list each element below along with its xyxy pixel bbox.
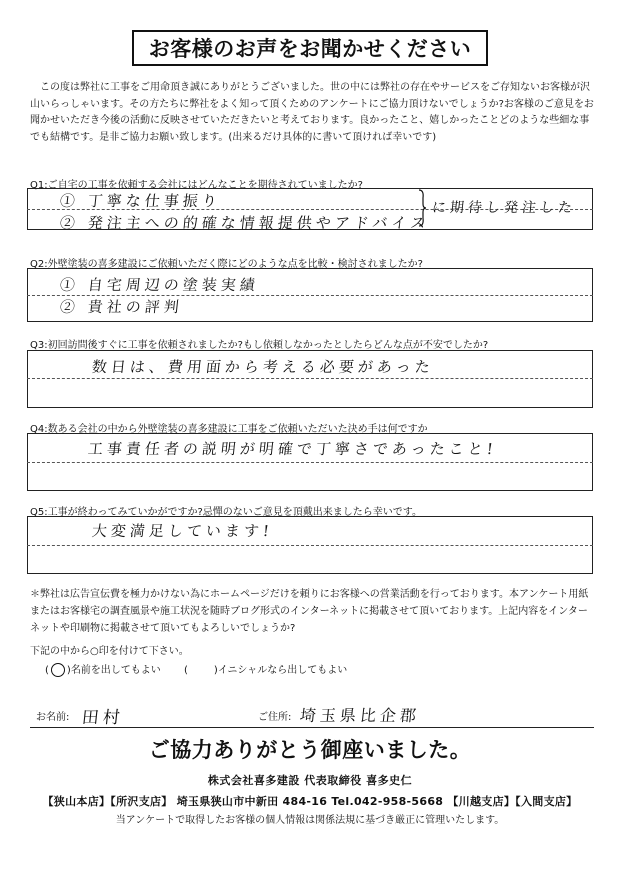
intro-text: この度は弊社に工事をご用命頂き誠にありがとうございました。世の中には弊社の存在やサービスをご存知ないお客様が沢山いらっしゃいます。その方たちに弊社をよく知って頂くためのアンケートにご協力頂けないでしょうか?お客様のご意見をお聞かせいただき今後の活動に反映させていただきたいと考えております。良かったこと、嬉しかったことどのような些細な事でも結構です。是非ご協力お願い致します。(出来るだけ具体的に書いて頂ければ幸いです) — [30, 82, 594, 143]
address-underline — [252, 727, 594, 728]
address-value[interactable]: 埼玉県比企郡 — [298, 706, 421, 725]
brace-mark — [417, 188, 427, 228]
paren-close: ) — [213, 665, 218, 676]
question-3-divider — [27, 378, 593, 379]
question-5-answer-1: 大変満足しています! — [91, 522, 274, 540]
question-1-side-note: に期待し発注した — [431, 200, 577, 216]
question-1-answer-2: ② 発注主への的確な情報提供やアドバイス — [59, 214, 431, 232]
company-name: 株式会社喜多建設 代表取締役 喜多史仁 — [207, 774, 413, 787]
paren-open: ( — [45, 665, 49, 676]
address-label: ご住所: — [258, 712, 292, 723]
name-underline — [30, 727, 256, 728]
name-label: お名前: — [36, 712, 70, 723]
question-4-answer-1: 工事責任者の説明が明確で丁寧さであったこと! — [87, 440, 498, 458]
question-4-divider — [27, 462, 593, 463]
form-title: お客様のお声をお聞かせください — [132, 30, 488, 66]
question-3-label: Q3:初回訪問後すぐに工事を依頼されましたか?もし依頼しなかったとしたらどんな点が不安でしたか? — [30, 340, 489, 351]
question-5-divider — [27, 545, 593, 546]
choice-option-initials-label: イニシャルなら出してもよい — [217, 665, 348, 676]
choice-prompt: 下記の中から○印を付けて下さい。 — [30, 646, 189, 657]
question-2-answer-1: ① 自宅周辺の塗装実績 — [59, 276, 260, 294]
question-2-label: Q2:外壁塗装の喜多建設にご依頼いただく際にどのような点を比較・検討されましたか? — [30, 259, 423, 270]
question-4-label: Q4:数ある会社の中から外壁塗装の喜多建設に工事をご依頼いただいた決め手は何ですか — [30, 424, 428, 435]
thanks-heading: ご協力ありがとう御座いました。 — [148, 738, 472, 762]
publication-notice: ＊弊社は広告宣伝費を極力かけない為にホームページだけを頼りにお客様への営業活動を行っております。本アンケート用紙またはお客様宅の調査風景や施工状況を随時ブログ形式のインターネットに掲載させて頂いております。上記内容をインターネットや印刷物に掲載させて頂いてもよろしいでしょうか? — [30, 589, 589, 634]
question-1-label: Q1:ご自宅の工事を依頼する会社にはどんなことを期待されていましたか? — [30, 180, 363, 191]
paren-open: ( — [184, 665, 188, 676]
paren-close: ) — [66, 665, 71, 676]
choice-option-initials[interactable] — [184, 661, 347, 676]
choice-option-name[interactable] — [45, 661, 161, 677]
question-2-answer-2: ② 貴社の評判 — [59, 298, 184, 316]
contact-line: 【狭山本店】【所沢支店】 埼玉県狭山市中新田 484-16 Tel.042-958-5668 【川越支店】【入間支店】 — [42, 795, 578, 808]
privacy-note: 当アンケートで取得したお客様の個人情報は関係法規に基づき厳正に管理いたします。 — [115, 815, 505, 826]
choice-option-name-label: 名前を出してもよい — [70, 665, 161, 676]
question-1-answer-1: ① 丁寧な仕事振り — [59, 192, 222, 210]
question-5-label: Q5:工事が終わってみていかがですか?忌憚のないご意見を頂戴出来ましたら幸いです。 — [30, 507, 423, 518]
selected-circle-mark — [51, 663, 65, 677]
name-value[interactable]: 田村 — [80, 708, 125, 728]
question-3-answer-1: 数日は、費用面から考える必要があった — [91, 358, 435, 376]
